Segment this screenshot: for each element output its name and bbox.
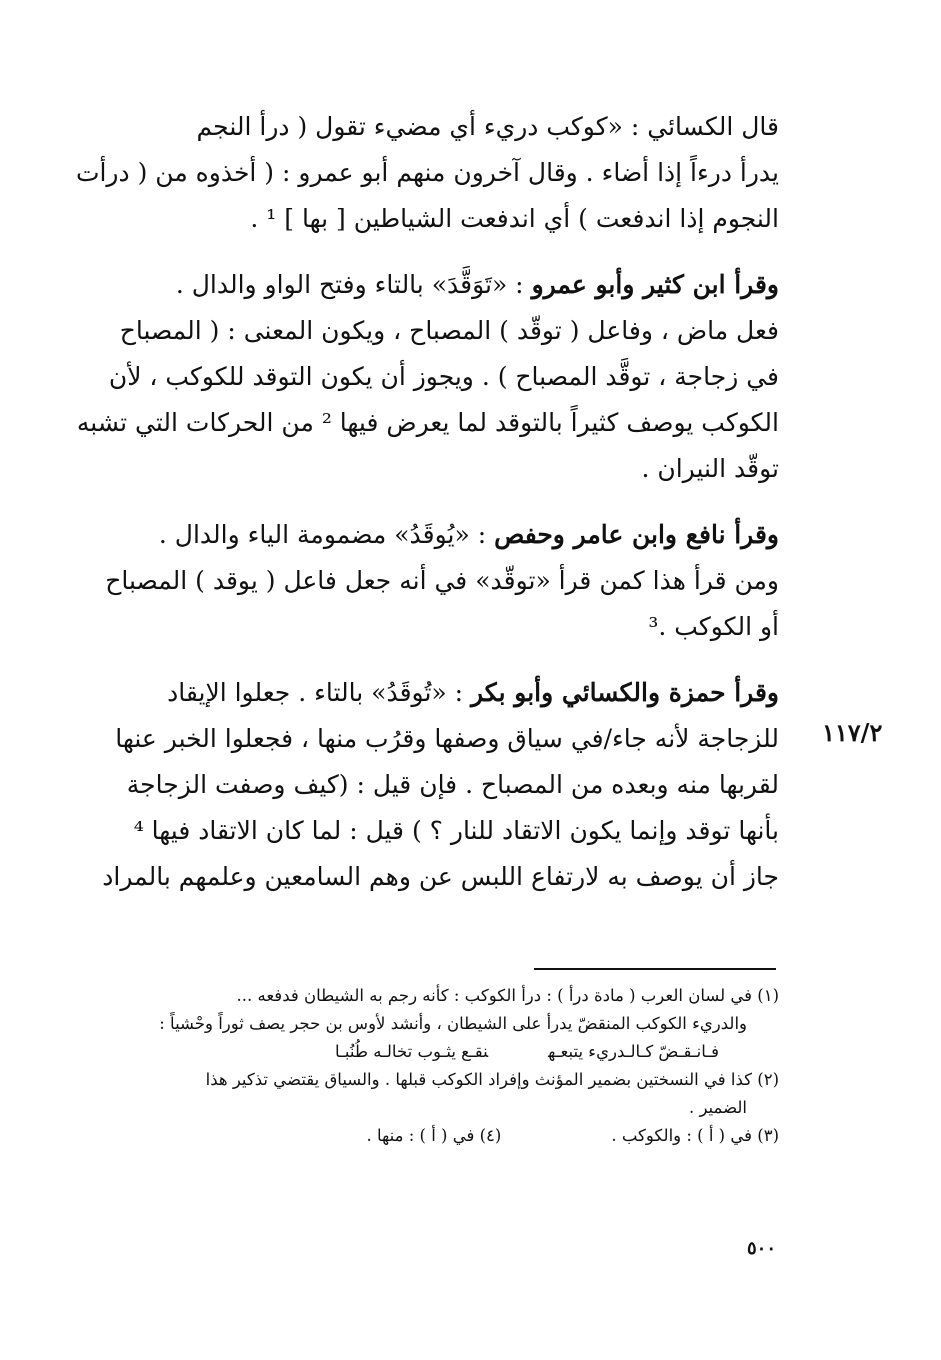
text-line: يدرأ درءاً إذا أضاء . وقال آخرون منهم أبو عمرو : ( أخذوه من ( درأت bbox=[75, 158, 779, 187]
main-text bbox=[75, 104, 779, 920]
poem-hemistich-2: نقـع يثـوب تخالـه طُنُبـا bbox=[335, 1042, 489, 1061]
footnote-3: (٣) في ( أ ) : والكوكب . bbox=[611, 1126, 779, 1145]
reading-lead: وقرأ نافع وابن عامر وحفص bbox=[494, 520, 779, 549]
footnote-1-line-2: والدريء الكوكب المنقضّ يدرأ على الشيطان ، وأنشد لأوس بن حجر يصف ثوراً وحْشياً : bbox=[159, 1014, 747, 1033]
text-line: الكوكب يوصف كثيراً بالتوقد لما يعرض فيها ² من الحركات التي تشبه bbox=[76, 408, 779, 437]
text-line-rest: : «يُوقَدُ» مضمومة الياء والدال . bbox=[158, 520, 495, 549]
footnote-2-line-2: الضمير . bbox=[688, 1098, 747, 1117]
text-line-rest: : «تُوقَدُ» بالتاء . جعلوا الإيقاد bbox=[167, 678, 472, 707]
footnote-1-line-1: (١) في لسان العرب ( مادة درأ ) : درأ الكوكب : كأنه رجم به الشيطان فدفعه ... bbox=[236, 986, 779, 1005]
paragraph-1 bbox=[75, 104, 779, 242]
footnotes bbox=[104, 982, 779, 1150]
text-line: فعل ماض ، وفاعل ( توقّد ) المصباح ، ويكون المعنى : ( المصباح bbox=[119, 316, 779, 345]
text-line: ومن قرأ هذا كمن قرأ «توقّد» في أنه جعل فاعل ( يوقد ) المصباح bbox=[105, 566, 779, 595]
reading-lead: وقرأ حمزة والكسائي وأبو بكر bbox=[471, 678, 779, 707]
paragraph-4 bbox=[104, 670, 779, 900]
page-number: ٥٠٠ bbox=[746, 1238, 776, 1259]
text-line bbox=[104, 262, 779, 308]
poem-hemistich-1: فـانـقـضّ كـالـدريء يتبعـه bbox=[548, 1042, 719, 1061]
text-line: أو الكوكب .³ bbox=[648, 612, 779, 641]
footnote-divider bbox=[534, 968, 776, 970]
text-line-rest: : «تَوَقَّدَ» بالتاء وفتح الواو والدال . bbox=[175, 270, 532, 299]
footnote-row-3-4 bbox=[104, 1122, 779, 1150]
text-line: توقّد النيران . bbox=[641, 454, 779, 483]
margin-manuscript-reference: ١١٧/٢ bbox=[822, 718, 883, 747]
footnote-1-poem bbox=[104, 1038, 779, 1066]
footnote-2-line-1: (٢) كذا في النسختين بضمير المؤنث وإفراد الكوكب قبلها . والسياق يقتضي تذكير هذا bbox=[205, 1070, 779, 1089]
text-line: للزجاجة لأنه جاء/في سياق وصفها وقرُب منها ، فجعلوا الخبر عنها bbox=[115, 724, 779, 753]
text-line: في زجاجة ، توقَّد المصباح ) . ويجوز أن يكون التوقد للكوكب ، لأن bbox=[108, 362, 779, 391]
footnote-4: (٤) في ( أ ) : منها . bbox=[366, 1126, 502, 1145]
text-line: النجوم إذا اندفعت ) أي اندفعت الشياطين [ بها ] ¹ . bbox=[250, 204, 779, 233]
paragraph-2 bbox=[76, 262, 779, 492]
text-line: قال الكسائي : «كوكب دريء أي مضيء تقول ( درأ النجم bbox=[196, 112, 779, 141]
reading-lead: وقرأ ابن كثير وأبو عمرو bbox=[531, 270, 779, 299]
paragraph-3 bbox=[104, 512, 779, 650]
text-line bbox=[104, 670, 779, 716]
text-line bbox=[104, 512, 779, 558]
text-line: جاز أن يوصف به لارتفاع اللبس عن وهم السامعين وعلمهم بالمراد bbox=[102, 862, 779, 891]
text-line: لقربها منه وبعده من المصباح . فإن قيل : (كيف وصفت الزجاجة bbox=[126, 770, 779, 799]
text-line: بأنها توقد وإنما يكون الاتقاد للنار ؟ ) قيل : لما كان الاتقاد فيها ⁴ bbox=[133, 816, 779, 845]
